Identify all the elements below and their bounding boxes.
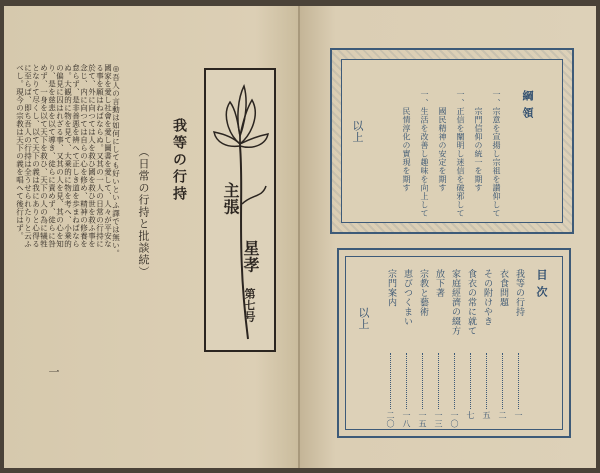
toc-leader-dots [454, 353, 456, 409]
body-column: 怠らず、是非善悪を辨へて正しき道を歩まねばなら [71, 64, 81, 248]
platform-frame [330, 48, 574, 234]
toc-leader-dots [486, 353, 488, 409]
body-column: に至らば、即ち吾人の行持は全うせられたりと云ふ [23, 64, 33, 248]
body-column: ◎吾人の言動は如何にしても好いといふ譯では無い。 [111, 64, 121, 258]
toc-leader-dots [422, 353, 424, 409]
toc-entry-title[interactable]: 放下著 [434, 269, 444, 298]
body-column: る事を願はねばならぬ。又其の一人の日常の行持に [95, 64, 105, 248]
platform-item: 宗門信仰の統一を期す [474, 90, 483, 192]
toc-entry-page: 一 [514, 411, 523, 420]
toc-closing: 以上 [357, 307, 370, 330]
title-box-label: 主張 [221, 182, 240, 215]
toc-entry-page: 一三 [434, 411, 443, 428]
toc-entry-page: 一八 [402, 411, 411, 428]
toc-title: 目次 [535, 269, 548, 303]
body-column: 國家を愛し社會を愛し圖書を愛して、人々が平安な [103, 64, 113, 248]
toc-entry-page: 二〇 [386, 411, 395, 428]
toc-leader-dots [470, 353, 472, 409]
toc-entry-title[interactable]: 我等の行持 [514, 269, 524, 317]
toc-entry-title[interactable]: 家庭經濟の綴方 [450, 269, 460, 336]
toc-entry-page: 七 [466, 411, 475, 420]
toc-leader-dots [518, 353, 520, 409]
toc-entry-page: 一〇 [450, 411, 459, 428]
body-column: 於て、外に向つては人を救ひ國を救ひ世を救ふ事を [87, 64, 97, 248]
right-page [300, 6, 596, 468]
title-box-author: 星孝 [241, 240, 260, 273]
toc-leader-dots [390, 353, 392, 409]
body-column: べし。現今の宗教は天下の義を唱へて後行はず。 [15, 64, 25, 240]
article-subheading: （日常の行持と批談続） [137, 146, 150, 278]
left-page [4, 6, 300, 468]
toc-leader-dots [502, 353, 504, 409]
toc-entry-page: 二 [498, 411, 507, 420]
page-mark: 一 [47, 366, 60, 378]
toc-leader-dots [406, 353, 408, 409]
body-column: めず、一身を以て天下を救ひ、天下の人の為に犠牲 [39, 64, 49, 248]
toc-entry-title[interactable]: その附けやき [482, 269, 492, 326]
platform-closing: 以上 [351, 120, 364, 143]
toc-entry-page: 一五 [418, 411, 427, 428]
toc-inner [345, 256, 563, 430]
platform-item: 一、生活を改善し趣味を向上して [420, 90, 429, 218]
toc-entry-title[interactable]: 食衣の常に就て [466, 269, 476, 336]
title-box [204, 68, 276, 352]
title-box-issue: 第七号 [243, 288, 256, 323]
body-column: ぬ。大観的に物を見て、大乗的に物を考へ、小乗的 [63, 64, 73, 248]
body-column: 念じ、内に向つては自らの心を修め、精神の修養を [79, 64, 89, 248]
platform-item: 一、正信を闡明し迷信を破邪して [456, 90, 465, 218]
flower-illustration [208, 74, 272, 344]
platform-inner [341, 59, 563, 223]
toc-leader-dots [438, 353, 440, 409]
body-column: り、是を慈悲を以て導き、徒らに責めず、徒らに咎 [47, 64, 57, 248]
body-column: となりて尽くし、以て天下の義は我にありと心得る [31, 64, 41, 248]
toc-entry-title[interactable]: 衣食問題 [498, 269, 508, 307]
toc-frame [337, 248, 571, 438]
platform-item: 一、宗意を宣揚し宗祖を讃仰して [492, 90, 501, 218]
toc-entry-page: 五 [482, 411, 491, 420]
platform-title: 綱領 [521, 90, 534, 124]
toc-entry-title[interactable]: 宗教と藝術 [418, 269, 428, 317]
platform-item: 民情淳化の實現を期す [402, 90, 411, 192]
article-heading: 我等の行持 [171, 118, 187, 203]
toc-entry-title[interactable]: 恵びつくまい [402, 269, 412, 326]
toc-entry-title[interactable]: 宗門案内 [386, 269, 396, 307]
body-column: の偏見に囚はれざる事、又其の人を見、其の心を知 [55, 64, 65, 248]
platform-item: 國民精神の安定を期す [438, 90, 447, 192]
